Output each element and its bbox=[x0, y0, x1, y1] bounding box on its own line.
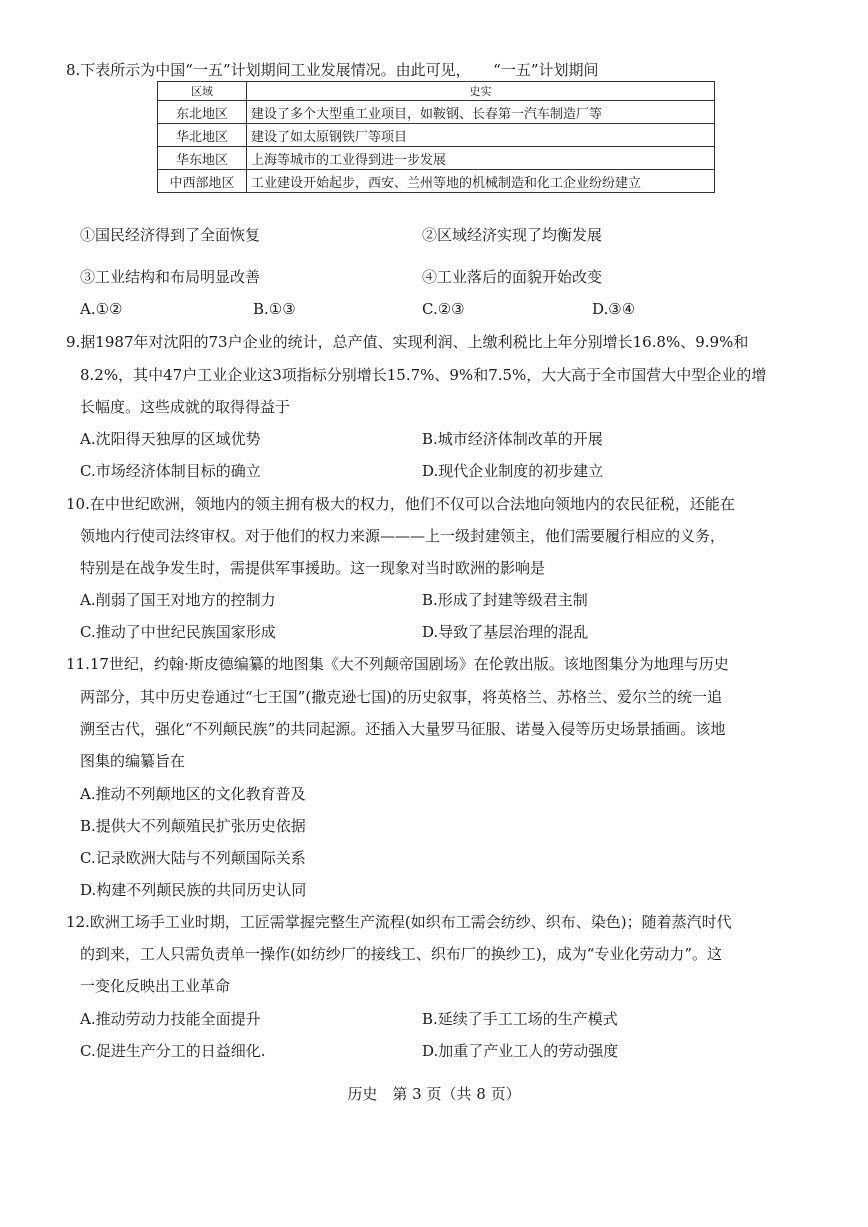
q12-option-d[interactable]: D.加重了产业工人的劳动强度 bbox=[422, 1042, 619, 1060]
table-header-region: 区域 bbox=[158, 82, 247, 101]
q8-option-a[interactable]: A.①② bbox=[80, 300, 123, 318]
q9-stem-line-1: 9.据1987年对沈阳的73户企业的统计，总产值、实现利润、上缴利税比上年分别增长16.8%、9.9%和 bbox=[66, 333, 749, 351]
q10-option-b[interactable]: B.形成了封建等级君主制 bbox=[422, 591, 588, 609]
q8-statement-1: ①国民经济得到了全面恢复 bbox=[80, 226, 261, 244]
q9-option-c[interactable]: C.市场经济体制目标的确立 bbox=[80, 462, 261, 480]
q11-option-a[interactable]: A.推动不列颠地区的文化教育普及 bbox=[80, 785, 306, 803]
table-cell-fact: 上海等城市的工业得到进一步发展 bbox=[247, 147, 715, 170]
q10-option-a[interactable]: A.削弱了国王对地方的控制力 bbox=[80, 591, 276, 609]
table-header-row bbox=[158, 82, 715, 101]
q8-stem: 8.下表所示为中国“一五”计划期间工业发展情况。由此可见， “一五”计划期间 bbox=[66, 61, 599, 79]
table-row bbox=[158, 170, 715, 193]
q8-statement-4: ④工业落后的面貌开始改变 bbox=[422, 268, 603, 286]
table-cell-fact: 工业建设开始起步，西安、兰州等地的机械制造和化工企业纷纷建立 bbox=[247, 170, 715, 193]
q11-option-d[interactable]: D.构建不列颠民族的共同历史认同 bbox=[80, 881, 307, 899]
q9-stem-line-2: 8.2%，其中47户工业企业这3项指标分别增长15.7%、9%和7.5%，大大高于全市国营大中型企业的增 bbox=[80, 366, 767, 384]
q10-stem-line-1: 10.在中世纪欧洲，领地内的领主拥有极大的权力，他们不仅可以合法地向领地内的农民征税，还能在 bbox=[66, 495, 735, 513]
page-footer: 历史 第 3 页（共 8 页） bbox=[347, 1085, 521, 1103]
q11-stem-line-1: 11.17世纪，约翰·斯皮德编纂的地图集《大不列颠帝国剧场》在伦敦出版。该地图集分为地理与历史 bbox=[66, 655, 729, 673]
q8-option-d[interactable]: D.③④ bbox=[592, 300, 636, 318]
table-cell-region: 华东地区 bbox=[158, 147, 247, 170]
q12-stem-line-3: 一变化反映出工业革命 bbox=[80, 977, 231, 995]
q11-stem-line-3: 溯至古代，强化“不列颠民族”的共同起源。还插入大量罗马征服、诺曼入侵等历史场景插画。该地 bbox=[80, 720, 726, 738]
q9-option-d[interactable]: D.现代企业制度的初步建立 bbox=[422, 462, 604, 480]
q9-stem-line-3: 长幅度。这些成就的取得得益于 bbox=[80, 398, 291, 416]
table-header-facts: 史实 bbox=[247, 82, 715, 101]
table-row bbox=[158, 101, 715, 124]
q8-table bbox=[157, 81, 715, 193]
q8-option-c[interactable]: C.②③ bbox=[422, 300, 465, 318]
q10-stem-line-2: 领地内行使司法终审权。对于他们的权力来源———上一级封建领主，他们需要履行相应的义务， bbox=[80, 527, 726, 545]
table-cell-region: 中西部地区 bbox=[158, 170, 247, 193]
q12-stem-line-1: 12.欧洲工场手工业时期，工匠需掌握完整生产流程(如织布工需会纺纱、织布、染色)；随着蒸汽时代 bbox=[66, 913, 732, 931]
q8-statement-3: ③工业结构和布局明显改善 bbox=[80, 268, 261, 286]
q11-stem-line-4: 图集的编纂旨在 bbox=[80, 752, 186, 770]
table-row bbox=[158, 147, 715, 170]
q12-option-b[interactable]: B.延续了手工工场的生产模式 bbox=[422, 1010, 618, 1028]
table-cell-fact: 建设了如太原钢铁厂等项目 bbox=[247, 124, 715, 147]
q8-option-b[interactable]: B.①③ bbox=[253, 300, 296, 318]
q10-option-d[interactable]: D.导致了基层治理的混乱 bbox=[422, 623, 589, 641]
q11-option-b[interactable]: B.提供大不列颠殖民扩张历史依据 bbox=[80, 817, 306, 835]
q8-statement-2: ②区域经济实现了均衡发展 bbox=[422, 226, 603, 244]
table-cell-fact: 建设了多个大型重工业项目，如鞍钢、长春第一汽车制造厂等 bbox=[247, 101, 715, 124]
q12-stem-line-2: 的到来，工人只需负责单一操作(如纺纱厂的接线工、织布厂的换纱工)，成为“专业化劳动力”。这 bbox=[80, 945, 723, 963]
table-row bbox=[158, 124, 715, 147]
q9-option-b[interactable]: B.城市经济体制改革的开展 bbox=[422, 430, 603, 448]
q11-stem-line-2: 两部分，其中历史卷通过“七王国”(撒克逊七国)的历史叙事，将英格兰、苏格兰、爱尔兰的统一追 bbox=[80, 688, 723, 706]
q10-stem-line-3: 特别是在战争发生时，需提供军事援助。这一现象对当时欧洲的影响是 bbox=[80, 559, 546, 577]
table-cell-region: 华北地区 bbox=[158, 124, 247, 147]
q10-option-c[interactable]: C.推动了中世纪民族国家形成 bbox=[80, 623, 276, 641]
q12-option-a[interactable]: A.推动劳动力技能全面提升 bbox=[80, 1010, 261, 1028]
q12-option-c[interactable]: C.促进生产分工的日益细化. bbox=[80, 1042, 266, 1060]
q9-option-a[interactable]: A.沈阳得天独厚的区域优势 bbox=[80, 430, 261, 448]
q11-option-c[interactable]: C.记录欧洲大陆与不列颠国际关系 bbox=[80, 849, 306, 867]
table-cell-region: 东北地区 bbox=[158, 101, 247, 124]
